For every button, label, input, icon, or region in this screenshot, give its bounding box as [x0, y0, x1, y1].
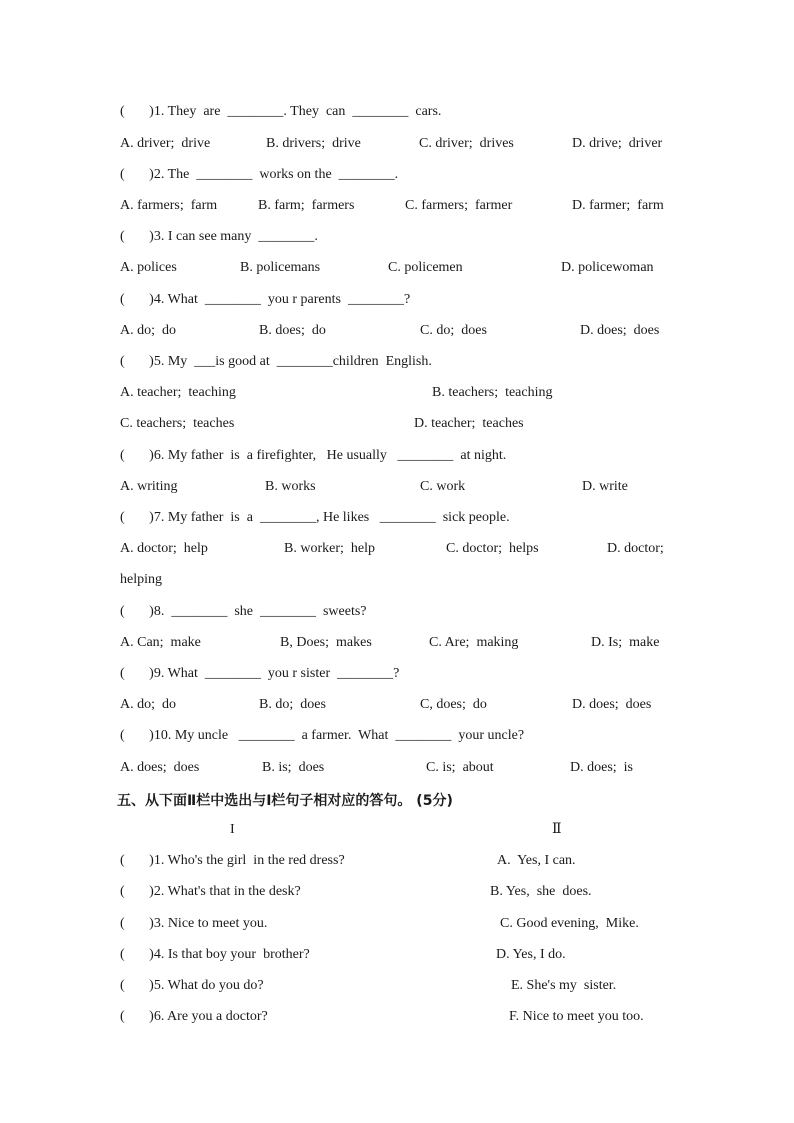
q6-option-b: B. works — [265, 479, 316, 494]
match-question-5: ( )5. What do you do? — [120, 978, 264, 993]
q2-option-b: B. farm; farmers — [258, 198, 355, 213]
q7-option-b: B. worker; help — [284, 541, 375, 556]
q5-option-b: B. teachers; teaching — [432, 385, 553, 400]
q8-option-d: D. Is; make — [591, 635, 660, 650]
q9-option-a: A. do; do — [120, 697, 176, 712]
match-question-4: ( )4. Is that boy your brother? — [120, 947, 310, 962]
q9-option-b: B. do; does — [259, 697, 326, 712]
q10-option-a: A. does; does — [120, 760, 200, 775]
q8-option-c: C. Are; making — [429, 635, 519, 650]
q1-option-c: C. driver; drives — [419, 136, 514, 151]
question-8-stem: ( )8. ________ she ________ sweets? — [120, 604, 367, 619]
q6-option-d: D. write — [582, 479, 628, 494]
question-9-stem: ( )9. What ________ you r sister ________? — [120, 666, 400, 681]
q3-option-a: A. polices — [120, 260, 177, 275]
q7-option-c: C. doctor; helps — [446, 541, 539, 556]
q8-option-b: B, Does; makes — [280, 635, 372, 650]
column-2-header: Ⅱ — [552, 822, 562, 837]
match-answer-a: A. Yes, I can. — [497, 853, 576, 868]
q5-option-c: C. teachers; teaches — [120, 416, 235, 431]
match-answer-b: B. Yes, she does. — [490, 884, 592, 899]
match-question-1: ( )1. Who's the girl in the red dress? — [120, 853, 345, 868]
match-question-3: ( )3. Nice to meet you. — [120, 916, 268, 931]
column-1-header: I — [230, 822, 235, 837]
q8-option-a: A. Can; make — [120, 635, 201, 650]
question-7-stem: ( )7. My father is a ________, He likes ________ sick people. — [120, 510, 510, 525]
question-6-stem: ( )6. My father is a firefighter, He usually ________ at night. — [120, 448, 507, 463]
q10-option-d: D. does; is — [570, 760, 633, 775]
q2-option-c: C. farmers; farmer — [405, 198, 513, 213]
q4-option-c: C. do; does — [420, 323, 487, 338]
q7-option-a: A. doctor; help — [120, 541, 208, 556]
q4-option-a: A. do; do — [120, 323, 176, 338]
q5-option-d: D. teacher; teaches — [414, 416, 524, 431]
q1-option-a: A. driver; drive — [120, 136, 211, 151]
section-5-title: 五、从下面Ⅱ栏中选出与Ⅰ栏句子相对应的答句。 (5分) — [117, 793, 453, 809]
q9-option-c: C, does; do — [420, 697, 487, 712]
q3-option-d: D. policewoman — [561, 260, 654, 275]
question-4-stem: ( )4. What ________ you r parents ________? — [120, 292, 411, 307]
q6-option-c: C. work — [420, 479, 466, 494]
q1-option-b: B. drivers; drive — [266, 136, 361, 151]
q2-option-d: D. farmer; farm — [572, 198, 664, 213]
match-answer-f: F. Nice to meet you too. — [509, 1009, 644, 1024]
q10-option-c: C. is; about — [426, 760, 494, 775]
q1-option-d: D. drive; driver — [572, 136, 663, 151]
q9-option-d: D. does; does — [572, 697, 652, 712]
match-question-2: ( )2. What's that in the desk? — [120, 884, 301, 899]
question-10-stem: ( )10. My uncle ________ a farmer. What ________ your uncle? — [120, 728, 525, 743]
match-answer-d: D. Yes, I do. — [496, 947, 566, 962]
q4-option-b: B. does; do — [259, 323, 326, 338]
match-answer-e: E. She's my sister. — [511, 978, 617, 993]
q4-option-d: D. does; does — [580, 323, 660, 338]
question-5-stem: ( )5. My ___is good at ________children English. — [120, 354, 432, 369]
q7-option-d: D. doctor; — [607, 541, 664, 556]
q7-option-d-continued: helping — [120, 572, 162, 587]
question-2-stem: ( )2. The ________ works on the ________. — [120, 167, 399, 182]
q3-option-b: B. policemans — [240, 260, 321, 275]
q10-option-b: B. is; does — [262, 760, 325, 775]
match-question-6: ( )6. Are you a doctor? — [120, 1009, 268, 1024]
q2-option-a: A. farmers; farm — [120, 198, 218, 213]
q6-option-a: A. writing — [120, 479, 178, 494]
q5-option-a: A. teacher; teaching — [120, 385, 236, 400]
question-3-stem: ( )3. I can see many ________. — [120, 229, 318, 244]
question-1-stem: ( )1. They are ________. They can ________ cars. — [120, 104, 442, 119]
q3-option-c: C. policemen — [388, 260, 463, 275]
match-answer-c: C. Good evening, Mike. — [500, 916, 639, 931]
